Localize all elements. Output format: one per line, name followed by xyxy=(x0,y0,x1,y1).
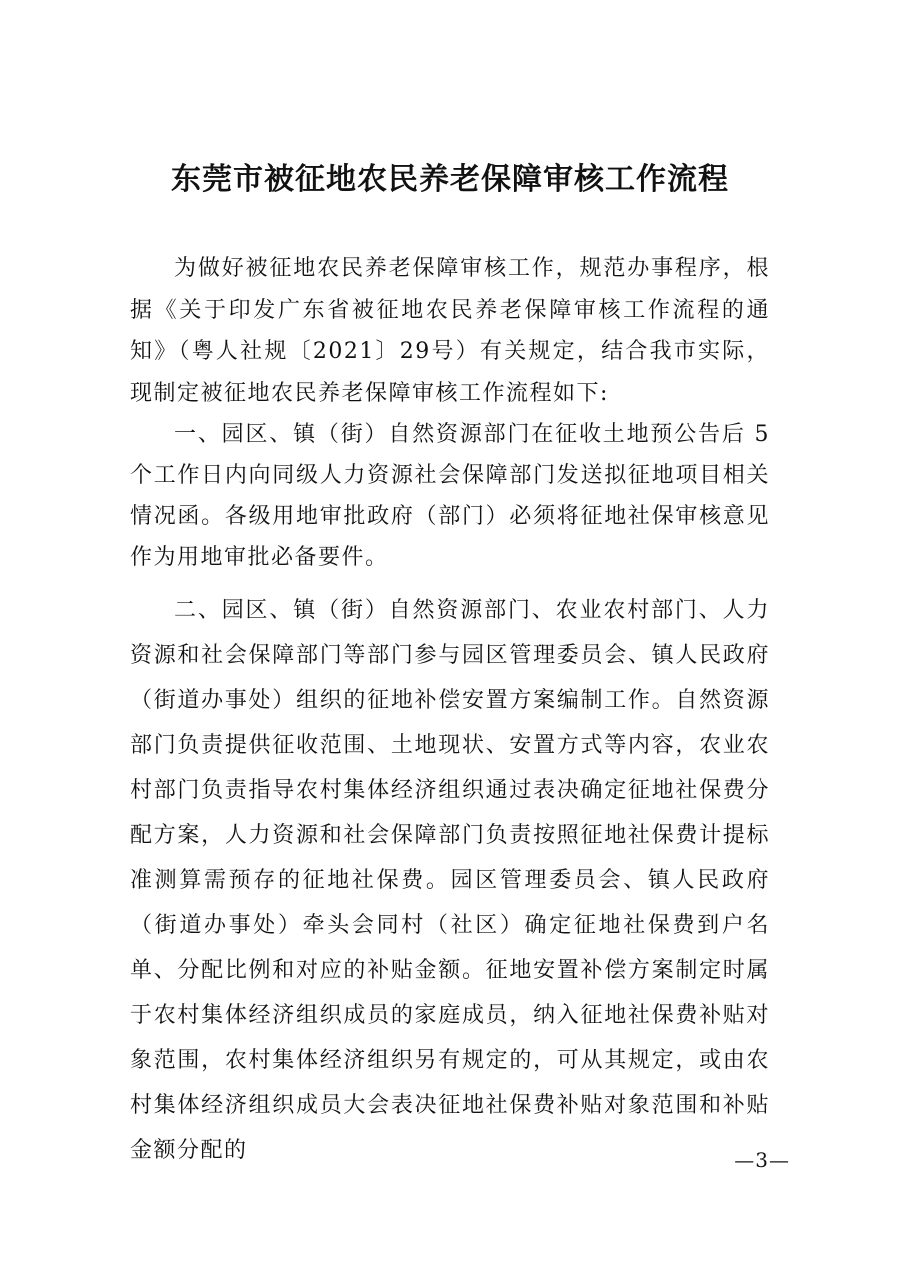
document-body xyxy=(130,248,770,1173)
paragraph-item-1: 一、园区、镇（街）自然资源部门在征收土地预公告后 5 个工作日内向同级人力资源社会保障部门发送拟征地项目相关情况函。各级用地审批政府（部门）必须将征地社保审核意见作为用地审批必备要件。 xyxy=(130,422,770,570)
paragraph-intro: 为做好被征地农民养老保障审核工作，规范办事程序，根据《关于印发广东省被征地农民养老保障审核工作流程的通知》（粤人社规〔2021〕29号）有关规定，结合我市实际，现制定被征地农民养老保障审核工作流程如下: xyxy=(130,256,770,406)
page-number: —3— xyxy=(734,1148,790,1172)
document-title: 东莞市被征地农民养老保障审核工作流程 xyxy=(171,162,729,197)
paragraph-item-2: 二、园区、镇（街）自然资源部门、农业农村部门、人力资源和社会保障部门等部门参与园区管理委员会、镇人民政府（街道办事处）组织的征地补偿安置方案编制工作。自然资源部门负责提供征收范围、土地现状、安置方式等内容，农业农村部门负责指导农村集体经济组织通过表决确定征地社保费分配方案，人力资源和社会保障部门负责按照征地社保费计提标准测算需预存的征地社保费。园区管理委员会、镇人民政府（街道办事处）牵头会同村（社区）确定征地社保费到户名单、分配比例和对应的补贴金额。征地安置补偿方案制定时属于农村集体经济组织成员的家庭成员，纳入征地社保费补贴对象范围，农村集体经济组织另有规定的，可从其规定，或由农村集体经济组织成员大会表决征地社保费补贴对象范围和补贴金额分配的 xyxy=(130,598,770,1163)
